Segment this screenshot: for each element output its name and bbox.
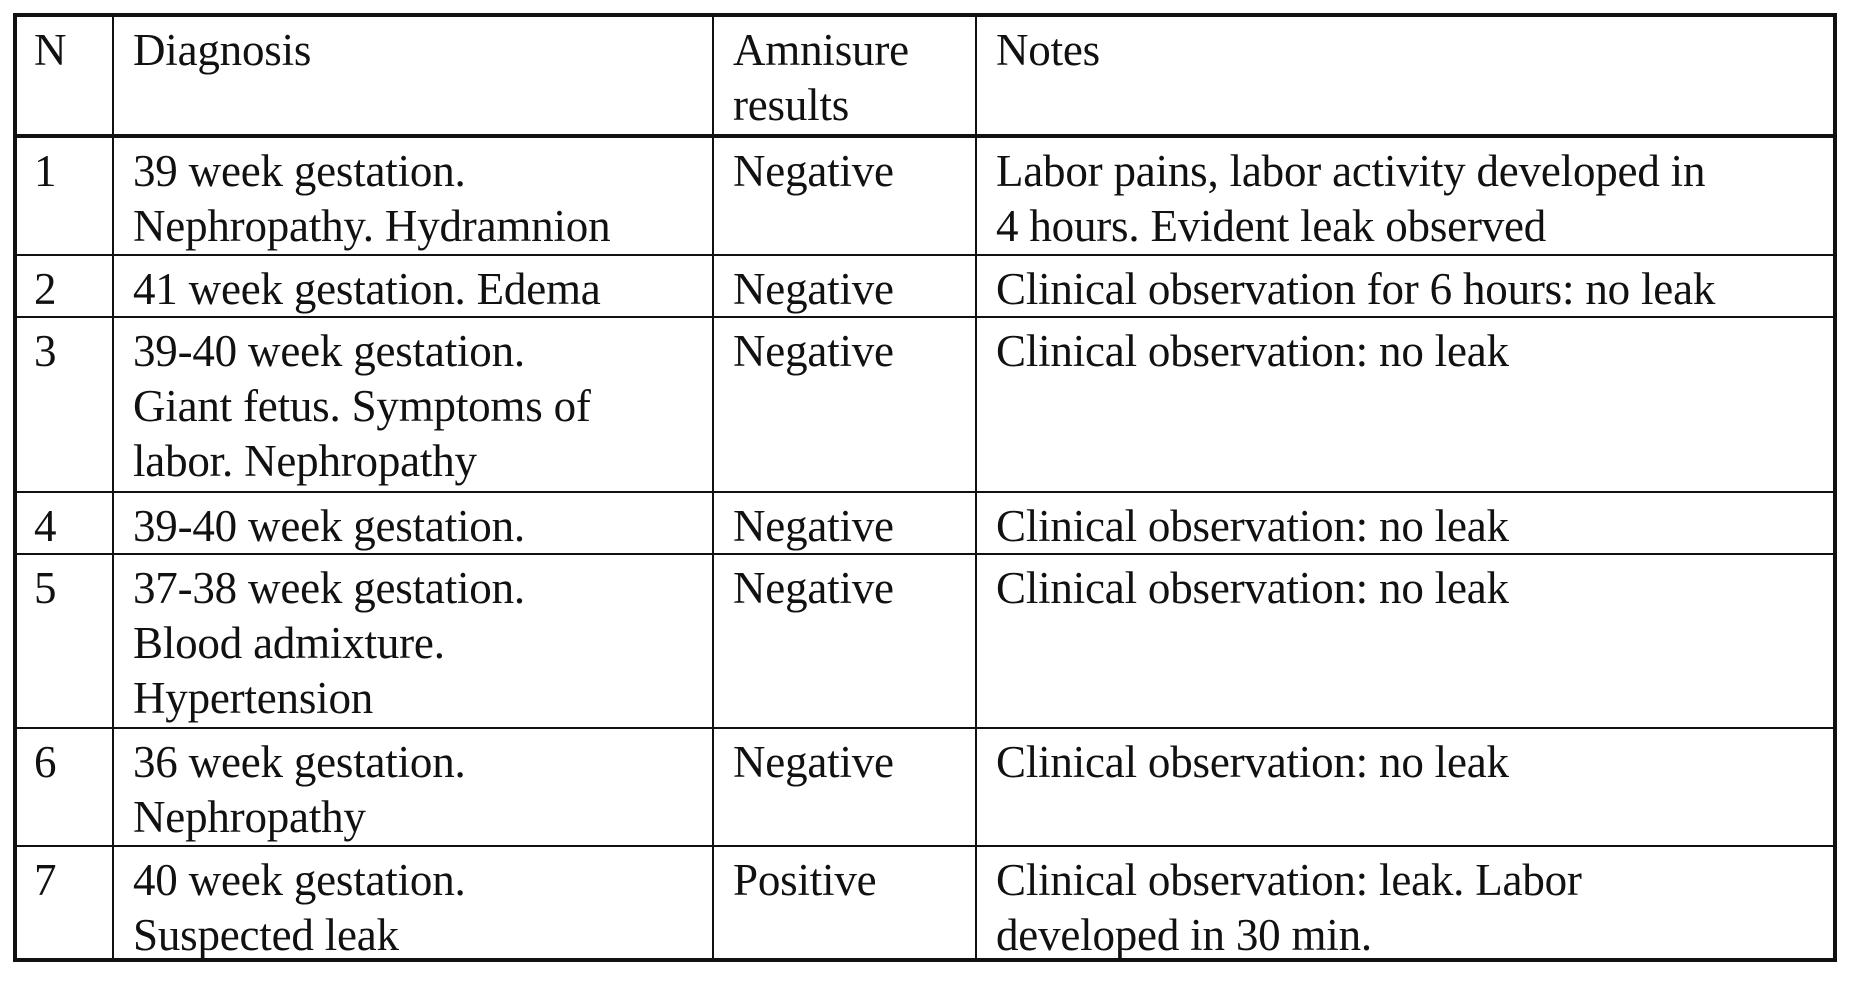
row-4-diagnosis: 39-40 week gestation. [133, 501, 525, 551]
row-6-diagnosis: 36 week gestation. Nephropathy [133, 737, 466, 842]
row-4-notes: Clinical observation: no leak [996, 501, 1509, 551]
header-notes: Notes [996, 25, 1100, 75]
row-3-notes: Clinical observation: no leak [996, 326, 1509, 376]
row-1-amnisure: Negative [733, 146, 894, 196]
header-diagnosis: Diagnosis [133, 25, 312, 75]
row-3-diagnosis: 39-40 week gestation. Giant fetus. Symptoms of labor. Nephropathy [133, 326, 591, 486]
row-6-amnisure: Negative [733, 737, 894, 787]
row-1-n: 1 [34, 146, 57, 196]
row-7-n: 7 [34, 855, 57, 905]
row-6-n: 6 [34, 737, 57, 787]
row-2-n: 2 [34, 264, 57, 314]
row-1-notes: Labor pains, labor activity developed in 4 hours. Evident leak observed [996, 146, 1706, 251]
row-7-amnisure: Positive [733, 855, 877, 905]
row-3-amnisure: Negative [733, 326, 894, 376]
row-2-diagnosis: 41 week gestation. Edema [133, 264, 601, 314]
row-2-amnisure: Negative [733, 264, 894, 314]
row-5-amnisure: Negative [733, 563, 894, 613]
row-3-n: 3 [34, 326, 57, 376]
header-n: N [34, 25, 67, 75]
row-2-notes: Clinical observation for 6 hours: no leak [996, 264, 1716, 314]
amnisure-results-table [13, 13, 1837, 962]
row-5-n: 5 [34, 563, 57, 613]
row-7-notes: Clinical observation: leak. Labor developed in 30 min. [996, 855, 1582, 960]
header-amnisure-results: Amnisure results [733, 25, 909, 130]
row-4-amnisure: Negative [733, 501, 894, 551]
row-5-diagnosis: 37-38 week gestation. Blood admixture. Hypertension [133, 563, 525, 723]
row-1-diagnosis: 39 week gestation. Nephropathy. Hydramnion [133, 146, 611, 251]
row-4-n: 4 [34, 501, 57, 551]
row-7-diagnosis: 40 week gestation. Suspected leak [133, 855, 466, 960]
row-5-notes: Clinical observation: no leak [996, 563, 1509, 613]
row-6-notes: Clinical observation: no leak [996, 737, 1509, 787]
